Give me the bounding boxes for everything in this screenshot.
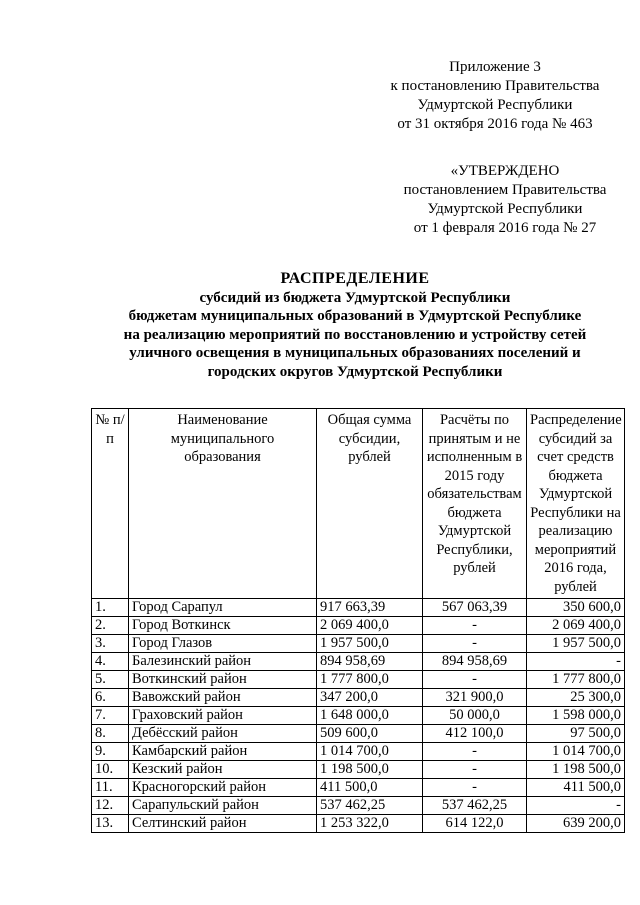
cell-total: 1 198 500,0 bbox=[317, 761, 423, 779]
cell-number: 4. bbox=[92, 653, 129, 671]
cell-municipality: Сарапульский район bbox=[129, 797, 317, 815]
cell-total: 1 014 700,0 bbox=[317, 743, 423, 761]
table-row bbox=[92, 725, 625, 743]
cell-municipality: Селтинский район bbox=[129, 815, 317, 833]
title-line: субсидий из бюджета Удмуртской Республики bbox=[199, 289, 511, 306]
title-line: уличного освещения в муниципальных образованиях поселений и bbox=[129, 345, 581, 361]
cell-debt-2015: 537 462,25 bbox=[423, 797, 527, 815]
cell-distribution-2016: 639 200,0 bbox=[527, 815, 625, 833]
cell-number: 2. bbox=[92, 617, 129, 635]
cell-number: 5. bbox=[92, 671, 129, 689]
cell-number: 12. bbox=[92, 797, 129, 815]
cell-number: 1. bbox=[92, 599, 129, 617]
cell-distribution-2016: 1 198 500,0 bbox=[527, 761, 625, 779]
cell-total: 1 957 500,0 bbox=[317, 635, 423, 653]
cell-distribution-2016: - bbox=[527, 653, 625, 671]
table-row bbox=[92, 599, 625, 617]
title-line: бюджетам муниципальных образований в Удмуртской Республике bbox=[128, 308, 582, 324]
table-row bbox=[92, 797, 625, 815]
approved-line: Удмуртской Республики bbox=[427, 201, 583, 217]
cell-distribution-2016: 1 598 000,0 bbox=[527, 707, 625, 725]
cell-distribution-2016: 97 500,0 bbox=[527, 725, 625, 743]
cell-total: 917 663,39 bbox=[317, 599, 423, 617]
cell-distribution-2016: 2 069 400,0 bbox=[527, 617, 625, 635]
cell-total: 411 500,0 bbox=[317, 779, 423, 797]
cell-distribution-2016: - bbox=[527, 797, 625, 815]
appendix-line: Удмуртской Республики bbox=[417, 97, 573, 113]
cell-total: 1 253 322,0 bbox=[317, 815, 423, 833]
title-line: на реализацию мероприятий по восстановлению и устройству сетей bbox=[123, 326, 587, 343]
document-title bbox=[70, 270, 640, 381]
cell-total: 2 069 400,0 bbox=[317, 617, 423, 635]
table-row bbox=[92, 707, 625, 725]
cell-debt-2015: 614 122,0 bbox=[423, 815, 527, 833]
table-row bbox=[92, 761, 625, 779]
cell-total: 894 958,69 bbox=[317, 653, 423, 671]
cell-total: 1 777 800,0 bbox=[317, 671, 423, 689]
cell-debt-2015: 50 000,0 bbox=[423, 707, 527, 725]
cell-number: 11. bbox=[92, 779, 129, 797]
cell-number: 6. bbox=[92, 689, 129, 707]
cell-number: 10. bbox=[92, 761, 129, 779]
table-row bbox=[92, 743, 625, 761]
cell-distribution-2016: 1 777 800,0 bbox=[527, 671, 625, 689]
header-municipality: Наименование муниципального образования bbox=[129, 409, 317, 599]
appendix-line: Приложение 3 bbox=[449, 59, 541, 75]
approved-line: от 1 февраля 2016 года № 27 bbox=[413, 220, 597, 236]
cell-number: 9. bbox=[92, 743, 129, 761]
cell-total: 1 648 000,0 bbox=[317, 707, 423, 725]
cell-distribution-2016: 1 957 500,0 bbox=[527, 635, 625, 653]
title-line: городских округов Удмуртской Республики bbox=[207, 363, 503, 380]
cell-number: 8. bbox=[92, 725, 129, 743]
cell-total: 537 462,25 bbox=[317, 797, 423, 815]
table-row bbox=[92, 635, 625, 653]
header-distribution-2016: Распределение субсидий за счет средств бюджета Удмуртской Республики на реализацию мероприятий 2016 года, рублей bbox=[527, 409, 625, 599]
cell-municipality: Красногорский район bbox=[129, 779, 317, 797]
cell-debt-2015: - bbox=[423, 671, 527, 689]
table-row bbox=[92, 779, 625, 797]
cell-debt-2015: - bbox=[423, 743, 527, 761]
cell-total: 347 200,0 bbox=[317, 689, 423, 707]
cell-distribution-2016: 1 014 700,0 bbox=[527, 743, 625, 761]
cell-debt-2015: 412 100,0 bbox=[423, 725, 527, 743]
cell-number: 7. bbox=[92, 707, 129, 725]
title-heading: РАСПРЕДЕЛЕНИЕ bbox=[280, 270, 430, 287]
cell-municipality: Камбарский район bbox=[129, 743, 317, 761]
table-body bbox=[92, 599, 625, 833]
header-number: № п/п bbox=[92, 409, 129, 599]
table-header-row bbox=[92, 409, 625, 599]
cell-debt-2015: - bbox=[423, 635, 527, 653]
cell-distribution-2016: 350 600,0 bbox=[527, 599, 625, 617]
cell-debt-2015: 894 958,69 bbox=[423, 653, 527, 671]
cell-total: 509 600,0 bbox=[317, 725, 423, 743]
cell-distribution-2016: 411 500,0 bbox=[527, 779, 625, 797]
cell-municipality: Дебёсский район bbox=[129, 725, 317, 743]
cell-municipality: Вавожский район bbox=[129, 689, 317, 707]
cell-municipality: Город Глазов bbox=[129, 635, 317, 653]
table-row bbox=[92, 653, 625, 671]
cell-debt-2015: - bbox=[423, 779, 527, 797]
cell-distribution-2016: 25 300,0 bbox=[527, 689, 625, 707]
cell-municipality: Город Сарапул bbox=[129, 599, 317, 617]
appendix-line: от 31 октября 2016 года № 463 bbox=[397, 116, 593, 132]
appendix-line: к постановлению Правительства bbox=[390, 78, 600, 94]
table-row bbox=[92, 671, 625, 689]
header-total: Общая сумма субсидии, рублей bbox=[317, 409, 423, 599]
approved-line: постановлением Правительства bbox=[403, 182, 607, 198]
table-row bbox=[92, 689, 625, 707]
cell-debt-2015: - bbox=[423, 617, 527, 635]
appendix-header bbox=[370, 58, 620, 134]
cell-debt-2015: - bbox=[423, 761, 527, 779]
cell-municipality: Воткинский район bbox=[129, 671, 317, 689]
header-debt-2015: Расчёты по принятым и не исполненным в 2015 году обязательствам бюджета Удмуртской Республики, рублей bbox=[423, 409, 527, 599]
cell-municipality: Балезинский район bbox=[129, 653, 317, 671]
table-row bbox=[92, 815, 625, 833]
cell-municipality: Граховский район bbox=[129, 707, 317, 725]
approved-line: «УТВЕРЖДЕНО bbox=[450, 163, 560, 179]
cell-municipality: Город Воткинск bbox=[129, 617, 317, 635]
cell-number: 13. bbox=[92, 815, 129, 833]
cell-municipality: Кезский район bbox=[129, 761, 317, 779]
table-row bbox=[92, 617, 625, 635]
cell-number: 3. bbox=[92, 635, 129, 653]
subsidy-table bbox=[91, 408, 625, 833]
cell-debt-2015: 567 063,39 bbox=[423, 599, 527, 617]
approval-stamp bbox=[395, 162, 615, 238]
cell-debt-2015: 321 900,0 bbox=[423, 689, 527, 707]
